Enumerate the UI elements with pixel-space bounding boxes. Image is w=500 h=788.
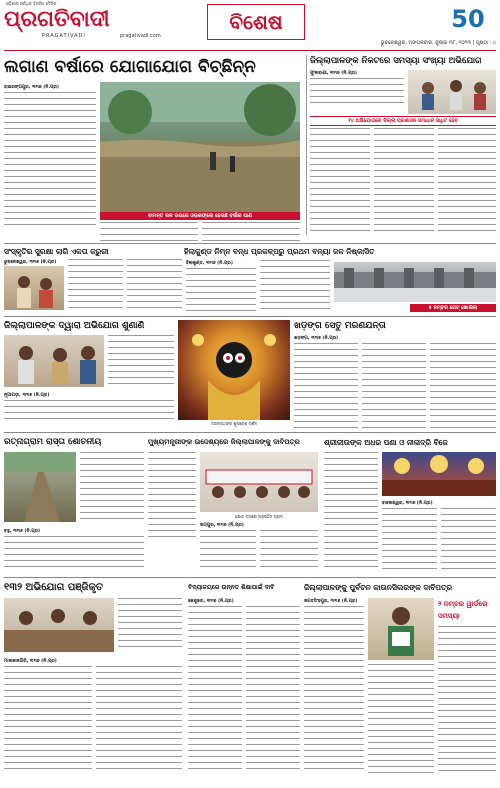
article-8-caption: ଯୋଗ ବସାରେ ଅନୁଷ୍ଠିତ ଗ୍ରାମ [235, 514, 283, 519]
article-3-photo [4, 266, 64, 310]
article-10-photo [4, 598, 114, 652]
article-11-body-col1 [188, 606, 242, 774]
article-7-byline: ବନ୍ଥ, ୩୧ା୭ (ନି.ପ୍ର) [4, 529, 41, 534]
article-5-headline: ଜିଲ୍ଲାପାଳଙ୍କ ଦ୍ୱାରା ଅଭିଯୋଗ ଶୁଣାଣି [4, 321, 145, 331]
article-8-body-col1 [148, 452, 196, 542]
article-6-byline: ଖଡ଼ଙ୍ଗ, ୩୧ା୭ (ନି.ପ୍ର) [294, 336, 339, 341]
article-8-byline: ଜୟପୁର, ୩୧ା୭ (ନି.ପ୍ର) [200, 523, 244, 528]
article-5-body-col1 [108, 335, 174, 387]
article-2-body [310, 78, 404, 108]
article-10-headline: ୧୩୨ ଅଭିଯୋଗ ପଞ୍ଜିକୃତ [4, 582, 103, 593]
article-8-body-col2 [200, 530, 256, 572]
article-6-photo-caption: ଜଗନ୍ନାଥଙ୍କ ଶୁନାବେଶ ଦର୍ଶନ [211, 421, 257, 426]
article-6-body-col1 [294, 343, 358, 429]
dateline: ଭୁବନେଶ୍ୱର, ମଙ୍ଗଳବାର, ଜୁଲାଇ ୩୮, ୨୦୨୩ | ପୃଷ୍ଠା : ୪ [380, 40, 496, 46]
article-2-body-col3 [374, 128, 434, 236]
article-12-photo [368, 598, 434, 660]
article-10-body-col2 [4, 666, 92, 774]
flood-photo-illustration [100, 82, 300, 212]
article-9-body-col2 [382, 508, 437, 572]
article-11-headline: ବିଦ୍ୟାଳୟରେ ଉନ୍ନତ ଶିକ୍ଷାପାଇଁ ଦାବି [188, 584, 275, 591]
article-2-headline: ଜିଲ୍ଲାପାଳଙ୍କ ନିକଟରେ ସମସ୍ୟା ସଂଖ୍ୟା ଅଭିଯୋଗ [310, 56, 482, 66]
article-2-byline: ଫୁଲବାଣୀ, ୩୧ା୭ (ନି.ପ୍ର) [310, 71, 357, 76]
anniversary-logo: 50 [451, 5, 485, 33]
article-4-dam-photo [334, 262, 496, 302]
article-12-body-col1 [304, 606, 364, 774]
article-4-body-col1 [186, 268, 256, 312]
article-2-body-col2 [310, 128, 370, 236]
article-10-body-col3 [96, 666, 182, 774]
article-7-headline: ରତ୍ନାଗ୍ରାମ ରାସ୍ତା ଶୋଚନୀୟ [4, 437, 102, 447]
article-4-byline: ହିଲାକୁଣ୍ଡ, ୩୧ା୭ (ନି.ପ୍ର) [186, 261, 233, 266]
article-1-photo-caption: ବାମନ୍ତ ନାଳ ଉପରେ ଓଭରଫ୍ଲୋ ହେଉଛି ବର୍ଷାର ପାଣି [100, 212, 300, 220]
article-6-deity-photo [178, 320, 290, 420]
article-11-byline: କେନ୍ଦୁଝର, ୩୧ା୭ (ନି.ପ୍ର) [188, 599, 234, 604]
article-2-caption: ୧୪ ଅଭିଯୋଗରେ ଜିଲ୍ଲା ପ୍ରଶାସନ ସମାଧାନ ସାଧିତ ହେବ [310, 116, 496, 126]
article-3-headline: ସଂସ୍କୃତିର ସୁରକ୍ଷା ଲାଗି ଏକତା ଜରୁରୀ [4, 247, 109, 256]
article-1-byline: ରାଇରଙ୍ଗପୁର, ୩୧ା୭ (ନି.ପ୍ର) [4, 85, 59, 90]
article-9-headline: ଶ୍ରୀଜୀଉଙ୍କ ଅଧର ପଣା ଓ ନୀଳାଦ୍ରି ବିଜେ [324, 438, 448, 447]
article-6-headline: ଖଡ଼ଙ୍ଗ ସେତୁ ମରଣଯନ୍ତା [294, 321, 386, 331]
article-4-caption: ୫ ନମ୍ବର ଗେଟ୍ ଖୋଲିଲା [410, 304, 496, 312]
article-8-headline: ମୁଖ୍ୟମନ୍ତ୍ରୀଙ୍କ ଉଦ୍ଦେଶ୍ୟରେ ଜିଲ୍ଲାପାଳଙ୍କୁ ଦାବିପତ୍ର [148, 438, 300, 446]
article-1-body-col2 [100, 222, 198, 242]
article-3-byline: ଭୁବନେଶ୍ୱର, ୩୧ା୭ (ନି.ପ୍ର) [4, 260, 57, 265]
article-6-body-col3 [430, 343, 496, 429]
article-2-meeting-photo [408, 70, 496, 114]
article-1-body-col1 [4, 92, 96, 230]
tagline: ଓଡ଼ିଶାର ସର୍ବାଧିକ ବିକ୍ରିତ ଦୈନିକ [6, 1, 57, 6]
article-4-headline: ହିଲାକୁଣ୍ଡ ନିମ୍ନ ବନ୍ଧ ପ୍ରକଳ୍ପରୁ ପ୍ରଥମ ବନ୍ୟା ଜଳ ନିଷ୍କାସିତ [184, 247, 375, 256]
article-5-body-col2 [4, 400, 174, 424]
article-7-road-photo [4, 452, 76, 522]
article-8-body-col3 [260, 530, 318, 572]
section-title: ବିଶେଷ [207, 4, 305, 40]
article-12-body-col2 [438, 626, 496, 774]
article-4-body-col2 [260, 260, 330, 312]
article-7-body-col2 [4, 536, 144, 572]
article-1-body-col3 [202, 222, 300, 242]
logo-url: pragativadi.com [120, 33, 161, 39]
logo-subtitle: PRAGATIVADI [42, 33, 86, 39]
masthead [0, 0, 500, 50]
article-2-body-col4 [438, 128, 496, 236]
article-10-byline: ମାଲକାନଗିରି, ୩୧ା୭ (ନି.ପ୍ର) [4, 659, 57, 664]
article-12-caption: ୨ ନମ୍ବର ୱାର୍ଡରେ ସମସ୍ୟା [438, 600, 488, 620]
column-divider [306, 55, 307, 235]
article-5-photo [4, 335, 104, 387]
article-6-body-col2 [362, 343, 426, 429]
article-5-byline: ନୂଆପଡ଼ା, ୩୧ା୭ (ନି.ପ୍ର) [4, 393, 50, 398]
article-9-festival-photo [382, 452, 496, 496]
newspaper-logo: ପ୍ରଗତିବାଦୀ [4, 6, 110, 32]
article-1-headline: ଲଗାଣ ବର୍ଷାରେ ଯୋଗାଯୋଗ ବିଚ୍ଛିନ୍ନ [4, 57, 256, 77]
article-12-body-col3 [368, 664, 434, 774]
article-3-body-col2 [127, 259, 182, 311]
article-9-body-col3 [441, 508, 496, 572]
article-12-byline: ଜଗତସିଂହପୁର, ୩୧ା୭ (ନି.ପ୍ର) [304, 599, 358, 604]
article-9-byline: ବାଲେଶ୍ୱର, ୩୧ା୭ (ନି.ପ୍ର) [382, 501, 433, 506]
article-1-flood-photo [100, 82, 300, 212]
article-3-body-col1 [68, 259, 123, 311]
article-11-body-col2 [246, 606, 300, 774]
article-9-body-col1 [324, 452, 378, 572]
article-7-body-col1 [80, 452, 144, 522]
masthead-rule [4, 50, 496, 51]
article-12-headline: ଜିଲ୍ଲାପାଳଙ୍କୁ ପୁର୍ବଚନ କାଉନସିଲରଙ୍କ ଦାବିପତ୍ର [304, 583, 453, 592]
article-8-protest-photo [200, 452, 318, 512]
article-10-body-col1 [118, 598, 182, 652]
